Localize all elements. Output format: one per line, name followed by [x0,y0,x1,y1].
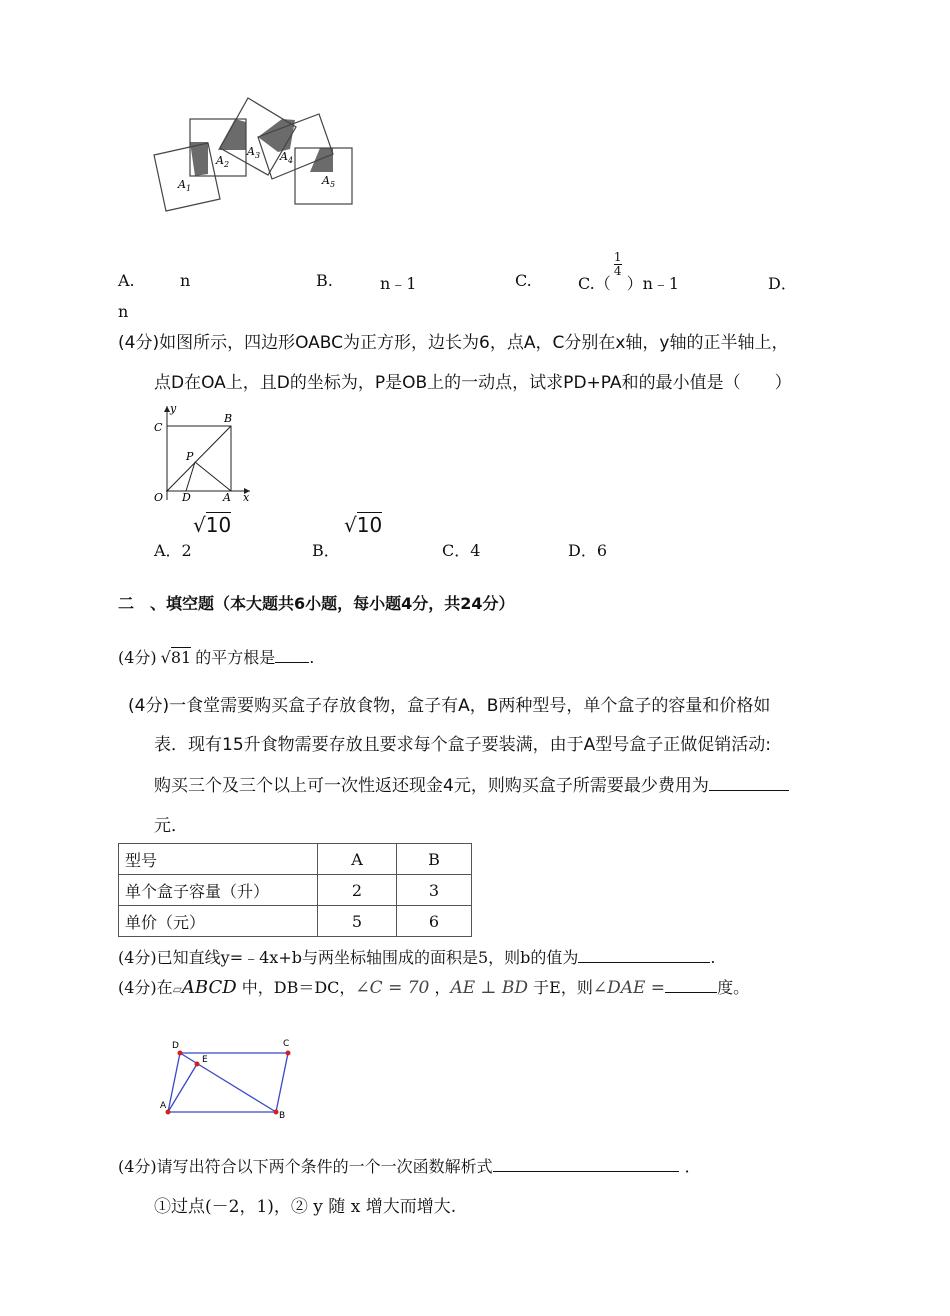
radicand: 10 [356,513,383,537]
label-c: C [283,1039,290,1049]
label-b: B [224,412,233,425]
q-boxes-line1: (4分)一食堂需要购买盒子存放食物，盒子有A，B两种型号，单个盒子的容量和价格如 [128,696,771,716]
prev-option-d-value: n [118,302,129,321]
label-a3: $A_3$ [247,145,261,160]
square-a1 [154,143,220,211]
label-o: O [154,491,164,504]
label-b: B [279,1111,286,1121]
table-cell: 单价（元） [119,906,318,937]
diagonal-ob [167,426,231,491]
diagonal-db [180,1053,276,1112]
q-function-conditions: ①过点(－2，1)，② y 随 x 增大而增大. [154,1197,457,1217]
q-line-end: . [710,948,716,967]
parallelogram-figure [155,1036,305,1121]
q-square-option-b-radical [344,513,382,537]
q-parallelogram [118,975,749,998]
point-c [286,1051,291,1056]
q-sqrt81-radicand: 81 [170,648,192,667]
label-a2: $A_2$ [216,154,230,169]
q-par-angle: ∠C = 70 [355,978,430,998]
q-square-line2: 点D在OA上，且D的坐标为，P是OB上的一动点，试求PD+PA和的最小值是（ ） [154,373,792,393]
q-boxes-line4: 元． [154,816,188,836]
q-boxes-answer-blank[interactable] [709,774,789,791]
table-cell: 2 [318,875,397,906]
table-cell: 3 [397,875,472,906]
q-par-mid1: 中，DB＝DC， [236,978,356,997]
prev-option-a-value: n [180,271,191,290]
prev-option-a-label: A. [118,271,135,290]
label-d: D [182,491,191,504]
sqrt-sign: √ [344,513,357,537]
point-b [274,1110,279,1115]
overlap-shade-4 [310,148,333,172]
q-sqrt81-prefix: (4分) [118,648,157,667]
prev-option-c-fraction [614,251,622,278]
prev-option-d-label: D． [768,274,797,293]
q-par-answer-blank[interactable] [665,976,717,993]
q-boxes-line3 [154,771,789,796]
label-a: A [223,491,231,504]
q-sqrt81 [118,645,314,668]
overlap-shade-2 [218,119,246,150]
q-function-text: (4分)请写出符合以下两个条件的一个一次函数解析式 [118,1157,493,1176]
prev-option-b-value: n﹣1 [380,274,417,293]
label-a5: $A_5$ [322,174,336,189]
q-square-option-b: B． [312,541,340,560]
q-sqrt81-suffix: 的平方根是 [195,648,276,667]
point-a [166,1110,171,1115]
q-line [118,945,715,968]
q-sqrt81-end: . [309,648,315,667]
parallelogram-symbol: ▱ [172,982,182,996]
fraction-numerator: 1 [613,250,622,264]
prev-option-a [118,271,135,290]
q-par-prefix: (4分)在 [118,978,173,997]
sqrt-sign: √ [193,513,206,537]
label-d: D [172,1041,179,1051]
label-a4: $A_4$ [280,150,294,165]
box-spec-table [118,843,472,937]
label-e: E [202,1055,208,1065]
prev-option-b-label: B. [316,271,333,290]
q-square-line1: (4分)如图所示，四边形OABC为正方形，边长为6，点A，C分别在x轴，y轴的正半轴上， [118,333,789,353]
q-square-option-a-radical [193,513,231,537]
segment-pa [195,462,231,491]
table-cell: A [318,844,397,875]
table-header-row [119,844,472,875]
sqrt-sign: √ [160,648,171,667]
point-e [195,1062,200,1067]
q-square-option-a: A．2 [154,541,192,560]
q-par-end: 度。 [717,978,750,997]
q-square-option-c: C．4 [442,541,481,560]
table-row [119,906,472,937]
prev-option-c-suffix: ）n﹣1 [626,274,680,293]
label-y: y [170,402,177,415]
point-d [178,1051,183,1056]
label-p: P [186,450,194,463]
q-function [118,1154,701,1177]
square-oabc-figure [150,400,255,505]
prev-option-c [578,250,680,293]
table-cell: 6 [397,906,472,937]
q-par-perp: AE ⊥ BD [450,978,529,998]
label-a: A [160,1101,167,1111]
fraction-denominator: 4 [613,264,622,278]
label-x: x [243,491,250,504]
radicand: 10 [205,513,232,537]
q-function-end: ． [684,1157,701,1176]
prev-option-c-label: C. [515,271,532,290]
q-par-target: ∠DAE = [592,978,666,998]
q-square-option-d: D．6 [568,541,608,560]
q-function-answer-blank[interactable] [493,1155,679,1172]
table-cell: 单个盒子容量（升） [119,875,318,906]
rotated-squares-figure [150,92,360,217]
q-boxes-line2: 表．现有15升食物需要存放且要求每个盒子要装满，由于A型号盒子正做促销活动: [154,735,771,755]
q-line-text: (4分)已知直线y=﹣4x+b与两坐标轴围成的面积是5，则b的值为 [118,948,579,967]
label-a1: $A_1$ [178,178,192,193]
q-line-answer-blank[interactable] [578,946,710,963]
segment-pd [186,462,195,491]
table-row [119,875,472,906]
table-cell: B [397,844,472,875]
section-2-heading: 二 、填空题（本大题共6小题，每小题4分，共24分） [118,594,515,613]
q-par-name: ABCD [181,977,237,998]
label-c: C [154,421,163,434]
q-boxes-line3-text: 购买三个及三个以上可一次性返还现金4元，则购买盒子所需要最少费用为 [154,776,709,796]
table-cell: 5 [318,906,397,937]
q-sqrt81-answer-blank[interactable] [275,646,309,663]
q-par-comma: ， [429,978,451,997]
overlap-shade-1 [190,142,208,176]
q-par-mid2: 于E，则 [528,978,593,997]
prev-option-c-prefix: C.（ [578,274,611,293]
table-cell: 型号 [119,844,318,875]
